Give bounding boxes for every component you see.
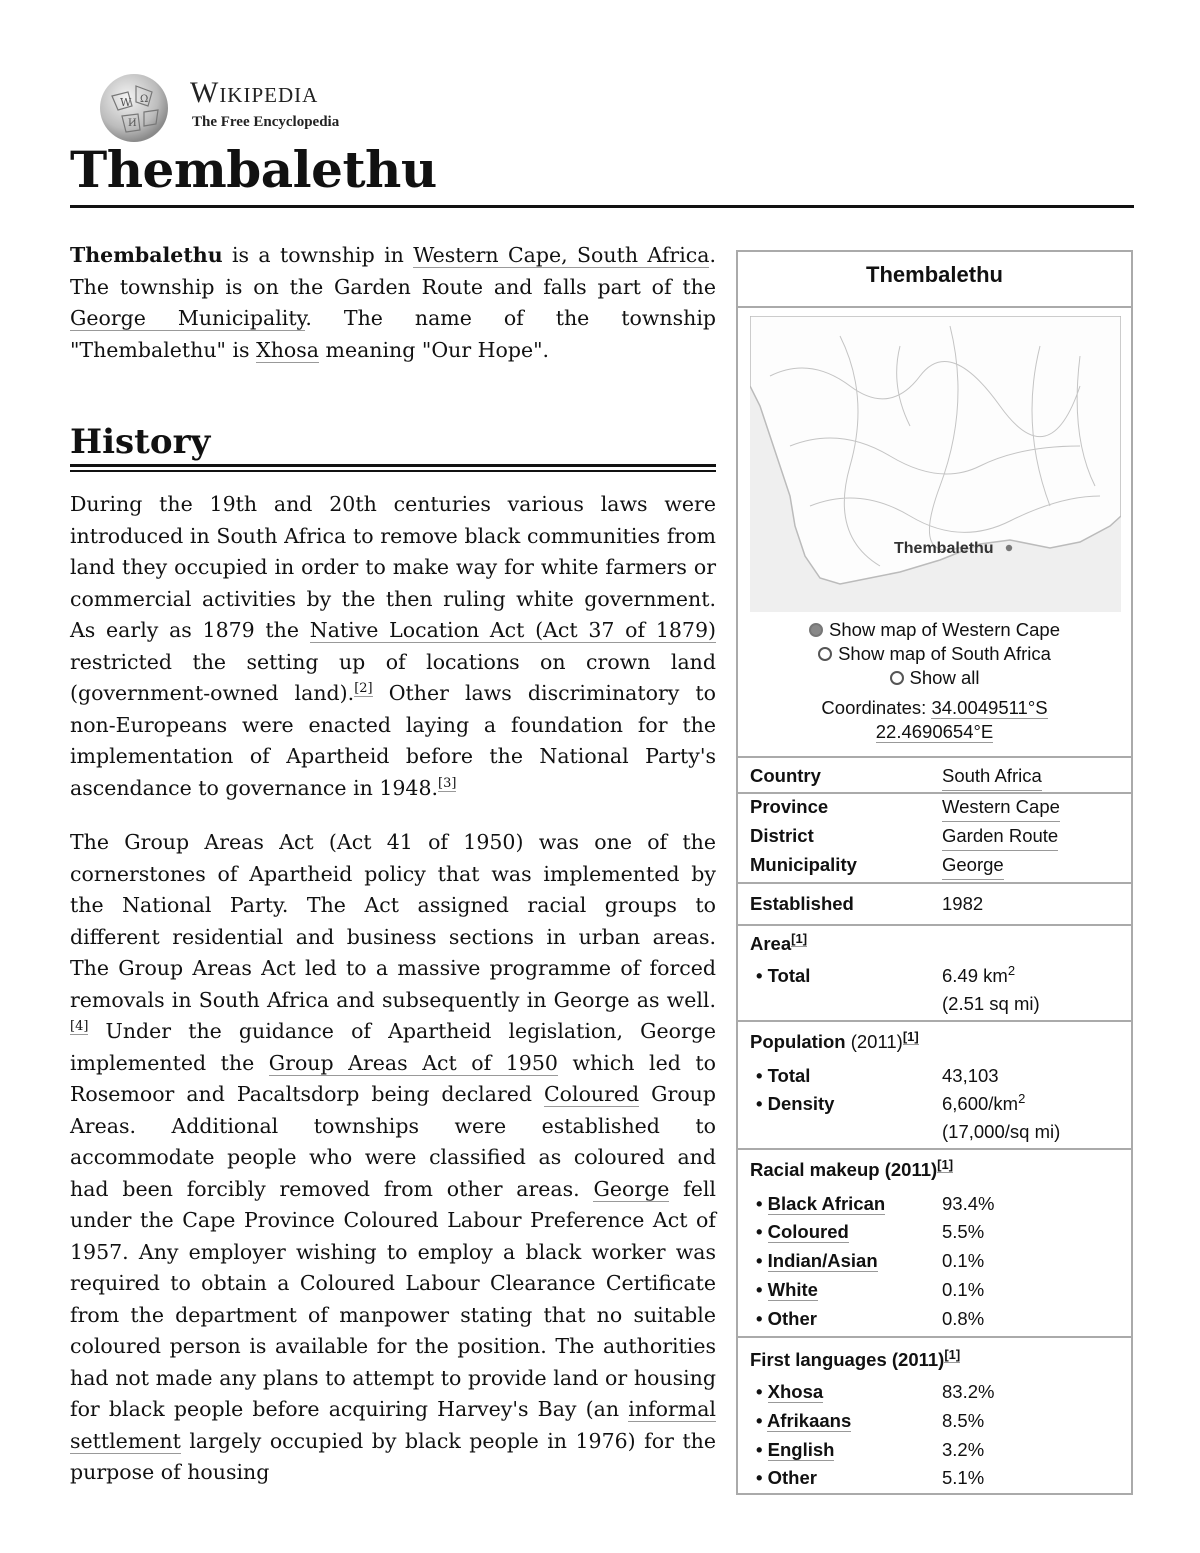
row-value: 0.8%: [942, 1308, 985, 1329]
infobox-divider: [738, 882, 1131, 884]
intro-text: . The name of the township "Thembalethu" is: [70, 306, 716, 362]
section-label: Population: [750, 1031, 846, 1052]
reference-2[interactable]: [2]: [354, 681, 373, 697]
row-value: (17,000/sq mi): [942, 1121, 1061, 1142]
row-value: 6,600/km: [942, 1093, 1019, 1114]
wikipedia-logo[interactable]: [98, 72, 398, 142]
map-label: Thembalethu: [894, 540, 994, 557]
option-south-africa[interactable]: [738, 642, 1131, 666]
intro-text: meaning "Our Hope".: [318, 337, 550, 362]
link-native-location-act[interactable]: Native Location Act (Act 37 of 1879): [309, 618, 717, 642]
row-label: Established: [750, 893, 854, 914]
body-text: largely occupied by black people in 1976) for the purpose of housing: [70, 1428, 716, 1484]
intro-text: is a township in: [222, 243, 414, 267]
link-coloured-group[interactable]: Coloured: [767, 1221, 849, 1242]
section-year: (2011): [845, 1031, 903, 1052]
page-title: Thembalethu: [70, 140, 437, 199]
link-xhosa-language[interactable]: Xhosa: [767, 1381, 824, 1402]
row-value: 6.49 km: [942, 965, 1008, 986]
intro-text: . The township is on the Garden Route and falls part of the: [70, 243, 716, 299]
bullet: •: [756, 1381, 768, 1402]
row-label: Province: [750, 796, 829, 817]
link-george-municipality[interactable]: George Municipality: [70, 306, 306, 330]
infobox-divider: [738, 1336, 1131, 1338]
row-value: 0.1%: [942, 1279, 985, 1300]
reference-1[interactable]: [1]: [902, 1028, 919, 1044]
row-label: • Total: [756, 1065, 811, 1086]
location-marker: [1006, 545, 1012, 551]
svg-text:W: W: [120, 96, 132, 109]
link-western-cape[interactable]: Western Cape, South Africa: [413, 243, 710, 267]
row-value: 5.5%: [942, 1221, 985, 1242]
bullet: •: [756, 1193, 768, 1214]
superscript: 2: [1018, 1090, 1026, 1106]
link-district[interactable]: Garden Route: [942, 822, 1058, 851]
superscript: 2: [1007, 962, 1016, 978]
history-divider: [70, 464, 716, 472]
link-province[interactable]: Western Cape: [942, 793, 1060, 822]
option-label: Show all: [909, 667, 980, 688]
reference-3[interactable]: [3]: [438, 775, 457, 791]
body-text: restricted the setting up of locations on crown land (government-owned land).: [70, 649, 716, 705]
bullet: •: [756, 1410, 767, 1431]
reference-1[interactable]: [1]: [791, 930, 808, 946]
link-municipality[interactable]: George: [942, 851, 1004, 880]
row-label: Municipality: [750, 854, 857, 875]
row-value: 43,103: [942, 1065, 999, 1086]
section-label: First languages (2011): [750, 1349, 945, 1370]
reference-1[interactable]: [1]: [937, 1156, 954, 1172]
link-xhosa[interactable]: Xhosa: [256, 337, 319, 362]
puzzle-globe-icon: [98, 72, 170, 144]
history-paragraph-2: [70, 827, 716, 1489]
coordinates: [738, 696, 1131, 744]
infobox-divider: [738, 756, 1131, 758]
link-white[interactable]: White: [767, 1279, 818, 1300]
row-value: 3.2%: [942, 1439, 985, 1460]
section-label: Area: [750, 933, 792, 954]
section-label: Racial makeup (2011): [750, 1159, 938, 1180]
wikipedia-wordmark: Wikipedia: [190, 76, 319, 109]
radio-icon: [890, 671, 904, 685]
history-paragraph-1: [70, 489, 716, 804]
infobox: [736, 250, 1133, 1495]
row-label: Country: [750, 765, 821, 786]
row-value: 93.4%: [942, 1193, 995, 1214]
row-value: 8.5%: [942, 1410, 985, 1431]
title-divider: [70, 205, 1134, 208]
row-label: District: [750, 825, 814, 846]
lead-term: Thembalethu: [70, 243, 223, 267]
bullet: •: [756, 1279, 768, 1300]
infobox-divider: [738, 1020, 1131, 1022]
svg-text:И: И: [128, 118, 137, 129]
link-informal-settlement[interactable]: informal settlement: [70, 1397, 716, 1453]
radio-selected-icon: [809, 623, 823, 637]
row-label: Other: [767, 1467, 817, 1488]
row-label: Other: [767, 1308, 817, 1329]
radio-icon: [818, 647, 832, 661]
bullet: •: [756, 1221, 768, 1242]
location-map[interactable]: [750, 316, 1121, 612]
row-label: • Density: [756, 1093, 835, 1114]
bullet: •: [756, 1250, 768, 1271]
link-george[interactable]: George: [593, 1176, 670, 1201]
option-show-all[interactable]: [738, 666, 1131, 690]
row-value: 83.2%: [942, 1381, 995, 1402]
row-label: • Total: [756, 965, 811, 986]
reference-4[interactable]: [4]: [70, 1019, 89, 1035]
coordinates-lat[interactable]: 34.0049511°S: [931, 697, 1048, 718]
option-western-cape[interactable]: [738, 618, 1131, 642]
body-text: Under the guidance of Apartheid legislation, George implemented the: [70, 1019, 716, 1075]
row-value: 1982: [942, 893, 984, 914]
bullet: •: [756, 1308, 768, 1329]
body-text: fell under the Cape Province Coloured Labour Preference Act of 1957. Any employer wishing to employ a black worker was required to obtain a Coloured Labour Clearance Certificate from the department of manpower stating that no suitable coloured person is available for the position. The authorities had not made any plans to attempt to provide land or housing for black people before acquiring Harvey's Bay (an: [70, 1176, 716, 1421]
link-indian-asian[interactable]: Indian/Asian: [767, 1250, 878, 1271]
reference-1[interactable]: [1]: [944, 1346, 961, 1362]
bullet: •: [756, 1467, 768, 1488]
link-group-areas-act[interactable]: Group Areas Act of 1950: [268, 1050, 558, 1075]
infobox-title: Thembalethu: [866, 262, 1003, 287]
option-label: Show map of Western Cape: [828, 619, 1061, 640]
option-label: Show map of South Africa: [838, 643, 1051, 664]
wikipedia-tagline: The Free Encyclopedia: [192, 114, 340, 130]
coordinates-label: Coordinates:: [821, 697, 932, 718]
row-value: 0.1%: [942, 1250, 985, 1271]
intro-paragraph: [70, 240, 716, 366]
infobox-divider: [738, 1148, 1131, 1150]
coordinates-lon[interactable]: 22.4690654°E: [875, 721, 994, 742]
row-value: 5.1%: [942, 1467, 985, 1488]
history-heading: History: [70, 422, 211, 462]
map-options: [738, 618, 1131, 690]
svg-text:Ω: Ω: [140, 94, 149, 105]
body-text: The Group Areas Act (Act 41 of 1950) was one of the cornerstones of Apartheid policy that was implemented by the National Party. The Act assigned racial groups to different residential and business sections in urban areas. The Group Areas Act led to a massive programme of forced removals in South Africa and subsequently in George as well.: [70, 830, 716, 1012]
link-english[interactable]: English: [767, 1439, 835, 1460]
bullet: •: [756, 1439, 768, 1460]
row-value: (2.51 sq mi): [942, 993, 1040, 1014]
infobox-divider: [738, 924, 1131, 926]
body-text: During the 19th and 20th centuries various laws were introduced in South Africa to remove black communities from land they occupied in order to make way for white farmers or commercial activities by the then ruling white government. As early as 1879 the: [70, 492, 716, 642]
infobox-divider: [738, 306, 1131, 308]
link-afrikaans[interactable]: Afrikaans: [766, 1410, 852, 1431]
body-text: Group Areas. Additional townships were established to accommodate people who were classified as coloured and had been forcibly removed from other areas.: [70, 1082, 716, 1201]
body-text: which led to Rosemoor and Pacaltsdorp being declared: [70, 1050, 716, 1106]
link-south-africa[interactable]: South Africa: [942, 762, 1042, 791]
link-black-african[interactable]: Black African: [767, 1193, 886, 1214]
link-coloured[interactable]: Coloured: [543, 1082, 640, 1106]
body-text: Other laws discriminatory to non-Europeans were enacted laying a foundation for the implementation of Apartheid before the National Party's ascendance to governance in 1948.: [70, 681, 716, 800]
